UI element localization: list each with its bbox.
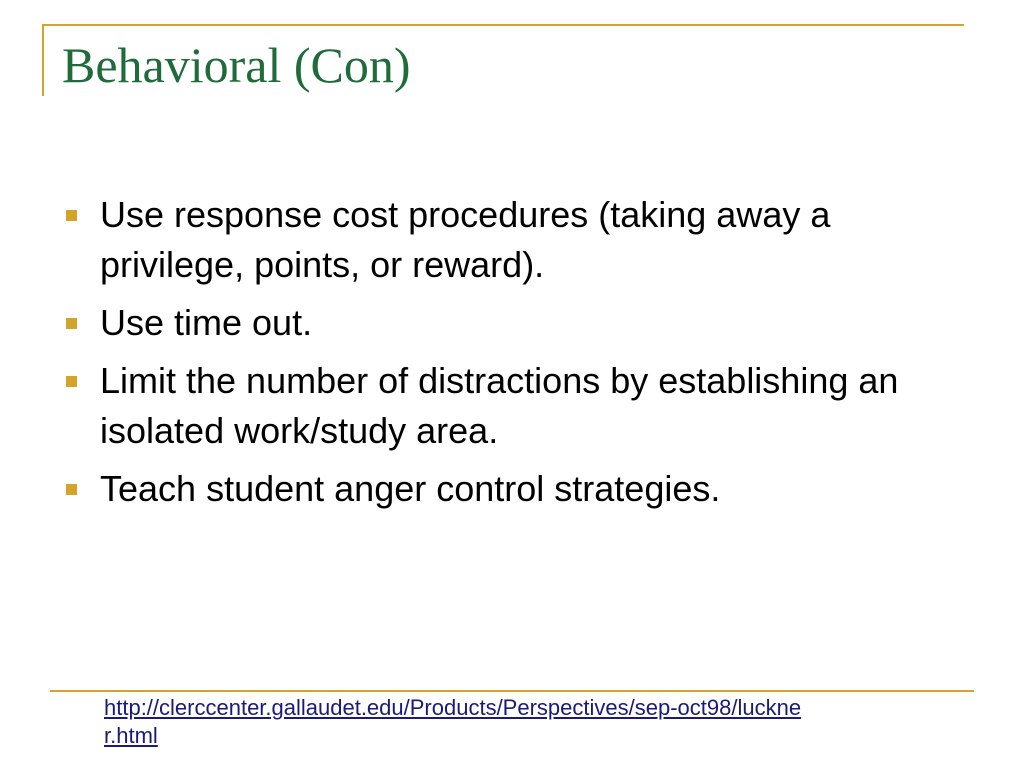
- square-bullet-icon: [66, 376, 77, 387]
- bullet-item: [62, 190, 962, 290]
- frame-left-rule: [42, 24, 44, 96]
- bullet-text: Use time out.: [100, 302, 313, 343]
- bullet-item: [62, 356, 962, 456]
- bullet-text: Limit the number of distractions by establishing an isolated work/study area.: [100, 360, 899, 451]
- footer-rule: [50, 690, 974, 692]
- square-bullet-icon: [66, 484, 77, 495]
- source-link[interactable]: http://clerccenter.gallaudet.edu/Products/Perspectives/sep-oct98/luckner.html: [104, 695, 802, 748]
- bullet-text: Use response cost procedures (taking away a privilege, points, or reward).: [100, 194, 831, 285]
- bullet-list: [62, 190, 962, 522]
- square-bullet-icon: [66, 210, 77, 221]
- square-bullet-icon: [66, 318, 77, 329]
- frame-top-rule: [42, 24, 964, 26]
- bullet-item: [62, 464, 962, 514]
- bullet-item: [62, 298, 962, 348]
- bullet-text: Teach student anger control strategies.: [100, 468, 721, 509]
- slide-title: Behavioral (Con): [62, 37, 411, 93]
